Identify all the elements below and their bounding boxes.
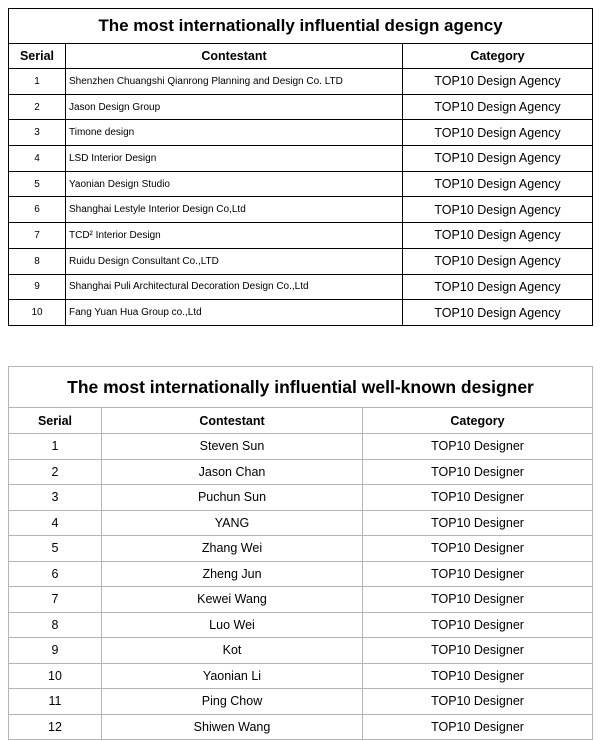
contestant-cell: TCD² Interior Design [66,223,403,249]
contestant-cell: Shiwen Wang [102,714,363,740]
contestant-cell: Ruidu Design Consultant Co.,LTD [66,248,403,274]
table-row [9,561,593,587]
category-cell: TOP10 Designer [363,561,593,587]
serial-cell: 1 [9,69,66,95]
contestant-cell: Yaonian Li [102,663,363,689]
category-cell: TOP10 Designer [363,434,593,460]
serial-cell: 10 [9,663,102,689]
designer-table-title-row [9,367,593,408]
table-row [9,612,593,638]
contestant-cell: Shenzhen Chuangshi Qianrong Planning and Design Co. LTD [66,69,403,95]
serial-cell: 9 [9,274,66,300]
serial-cell: 7 [9,587,102,613]
table-row [9,223,593,249]
contestant-cell: Steven Sun [102,434,363,460]
table-row [9,510,593,536]
category-cell: TOP10 Designer [363,587,593,613]
table-row [9,146,593,172]
serial-cell: 2 [9,459,102,485]
designer-table-header-row [9,408,593,434]
designer-table [8,366,593,740]
table-row [9,248,593,274]
category-cell: TOP10 Designer [363,510,593,536]
contestant-cell: LSD Interior Design [66,146,403,172]
table-row [9,459,593,485]
contestant-cell: Kot [102,638,363,664]
serial-cell: 10 [9,300,66,326]
category-cell: TOP10 Design Agency [403,248,593,274]
contestant-cell: Puchun Sun [102,485,363,511]
category-cell: TOP10 Designer [363,536,593,562]
serial-cell: 6 [9,197,66,223]
serial-cell: 11 [9,689,102,715]
table-row [9,663,593,689]
table-row [9,300,593,326]
table-row [9,689,593,715]
category-cell: TOP10 Design Agency [403,223,593,249]
serial-cell: 3 [9,120,66,146]
category-header: Category [403,44,593,69]
serial-cell: 3 [9,485,102,511]
table-row [9,69,593,95]
table-row [9,274,593,300]
category-cell: TOP10 Design Agency [403,146,593,172]
contestant-cell: Jason Chan [102,459,363,485]
table-row [9,638,593,664]
designer-table-body [9,434,593,740]
category-cell: TOP10 Design Agency [403,69,593,95]
serial-cell: 8 [9,248,66,274]
contestant-cell: Fang Yuan Hua Group co.,Ltd [66,300,403,326]
serial-cell: 9 [9,638,102,664]
contestant-cell: Shanghai Puli Architectural Decoration Design Co.,Ltd [66,274,403,300]
category-cell: TOP10 Designer [363,714,593,740]
table-row [9,94,593,120]
table-row [9,171,593,197]
agency-table-title-row [9,9,593,44]
serial-cell: 5 [9,536,102,562]
table-row [9,485,593,511]
serial-header: Serial [9,44,66,69]
category-cell: TOP10 Designer [363,663,593,689]
serial-cell: 4 [9,510,102,536]
contestant-cell: Zheng Jun [102,561,363,587]
contestant-cell: Ping Chow [102,689,363,715]
contestant-cell: YANG [102,510,363,536]
category-cell: TOP10 Designer [363,485,593,511]
contestant-cell: Zhang Wei [102,536,363,562]
category-cell: TOP10 Designer [363,638,593,664]
category-cell: TOP10 Design Agency [403,300,593,326]
category-cell: TOP10 Designer [363,689,593,715]
contestant-header: Contestant [102,408,363,434]
category-cell: TOP10 Designer [363,612,593,638]
serial-cell: 5 [9,171,66,197]
serial-cell: 4 [9,146,66,172]
contestant-header: Contestant [66,44,403,69]
agency-table-header-row [9,44,593,69]
serial-cell: 12 [9,714,102,740]
category-cell: TOP10 Design Agency [403,94,593,120]
serial-cell: 8 [9,612,102,638]
table-row [9,434,593,460]
agency-table-title: The most internationally influential design agency [9,9,593,44]
category-cell: TOP10 Design Agency [403,171,593,197]
category-header: Category [363,408,593,434]
category-cell: TOP10 Design Agency [403,274,593,300]
contestant-cell: Shanghai Lestyle Interior Design Co,Ltd [66,197,403,223]
contestant-cell: Yaonian Design Studio [66,171,403,197]
category-cell: TOP10 Design Agency [403,120,593,146]
serial-cell: 6 [9,561,102,587]
agency-table [8,8,593,326]
table-row [9,714,593,740]
table-row [9,120,593,146]
contestant-cell: Kewei Wang [102,587,363,613]
agency-table-body [9,69,593,326]
category-cell: TOP10 Design Agency [403,197,593,223]
designer-table-title: The most internationally influential well-known designer [9,367,593,408]
table-row [9,197,593,223]
serial-cell: 7 [9,223,66,249]
contestant-cell: Timone design [66,120,403,146]
contestant-cell: Luo Wei [102,612,363,638]
table-row [9,587,593,613]
table-row [9,536,593,562]
category-cell: TOP10 Designer [363,459,593,485]
serial-cell: 1 [9,434,102,460]
serial-header: Serial [9,408,102,434]
contestant-cell: Jason Design Group [66,94,403,120]
serial-cell: 2 [9,94,66,120]
